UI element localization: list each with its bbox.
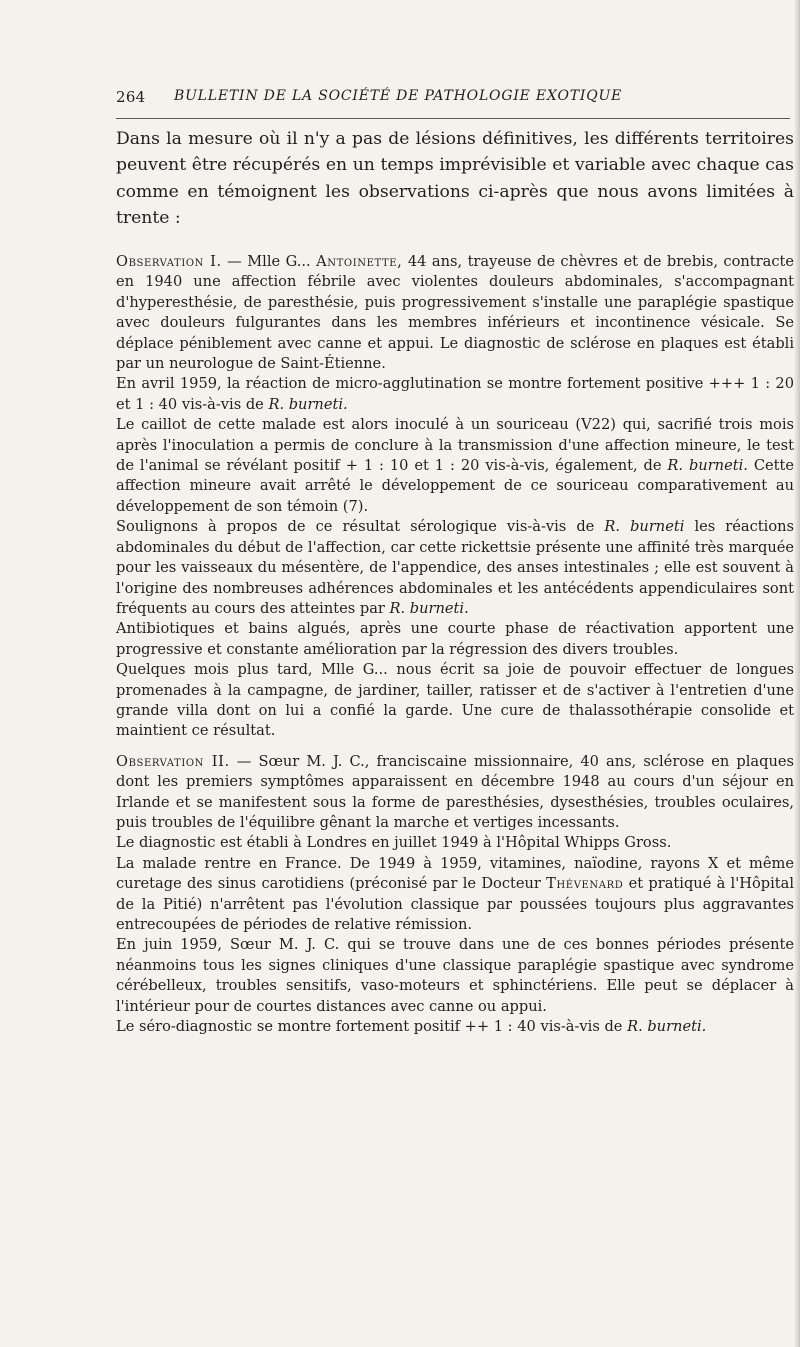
observation-2-serology-paragraph xyxy=(116,1017,794,1037)
observation-1-inoculation-paragraph xyxy=(116,415,794,517)
page-number: 264 xyxy=(116,88,146,106)
intro-paragraph: Dans la mesure où il n'y a pas de lésions définitives, les différents territoires peuvent être récupérés en un temps imprévisible et variable avec chaque cas comme en témoignent les observations ci-après que nous avons limitées à trente : xyxy=(116,129,794,229)
observation-1-discussion-text: Soulignons à propos de ce résultat sérologique vis-à-vis de xyxy=(116,518,605,536)
observation-1-serology-text: En avril 1959, la réaction de micro-agglutination se montre fortement positive +++ 1 : 20 et 1 : 40 vis-à-vis de xyxy=(116,375,794,413)
observation-1-serology-paragraph xyxy=(116,374,794,415)
observation-1-surname: Antoinette, xyxy=(316,253,403,270)
observation-1-outcome-paragraph: Quelques mois plus tard, Mlle G... nous écrit sa joie de pouvoir effectuer de longues promenades à la campagne, de jardiner, tailler, ratisser et de s'activer à l'entretien d'une grande villa dont on lui a confié la garde. Une cure de thalassothérapie consolide et maintient ce résultat. xyxy=(116,661,794,740)
observations-body xyxy=(116,252,794,1037)
observation-2-paragraph xyxy=(116,752,794,834)
observation-1-treatment-paragraph: Antibiotiques et bains algués, après une courte phase de réactivation apportent une progressive et constante amélioration par la régression des divers troubles. xyxy=(116,620,794,658)
observation-1-label: Observation I. xyxy=(116,253,222,270)
running-title: BULLETIN DE LA SOCIÉTÉ DE PATHOLOGIE EXOTIQUE xyxy=(174,88,623,104)
observation-1-text: 44 ans, trayeuse de chèvres et de brebis, contracte en 1940 une affection fébrile avec violentes douleurs abdominales, s'accompagnant d'hyperesthésie, de paresthésie, puis progressivement s'installe une paraplégie spastique avec douleurs fulgurantes dans les membres inférieurs et incontinence vésicale. Se déplace péniblement avec canne et appui. Le diagnostic de sclérose en plaques est établi par un neurologue de Saint-Étienne. xyxy=(116,253,794,373)
observation-1-paragraph xyxy=(116,252,794,374)
observation-2-diagnosis-paragraph: Le diagnostic est établi à Londres en juillet 1949 à l'Hôpital Whipps Gross. xyxy=(116,834,672,852)
observation-2-serology-text: Le séro-diagnostic se montre fortement positif ++ 1 : 40 vis-à-vis de xyxy=(116,1018,628,1036)
observation-2-label: Observation II. xyxy=(116,752,230,770)
species-name: R. burneti xyxy=(604,518,685,536)
observation-2-text: — Sœur M. J. C., franciscaine missionnaire, 40 ans, sclérose en plaques dont les premiers symptômes apparaissent en décembre 1948 au cours d'un séjour en Irlande et se manifestent sous la forme de paresthésies, dysesthésies, troubles oculaires, puis troubles de l'équilibre gênant la marche et vertiges incessants. xyxy=(116,752,794,831)
observation-2-history-text-2: et pratiqué à l'Hôpital de la Pitié) n'arrêtent pas l'évolution classique par poussées toujours plus aggravantes entrecoupées de périodes de relative rémission. xyxy=(116,875,794,933)
doctor-name: Thévenard xyxy=(546,875,624,893)
observation-2-history-paragraph xyxy=(116,854,794,936)
observation-1-discussion-text-2: les réactions abdominales du début de l'affection, car cette rickettsie présente une affinité très marquée pour les vaisseaux du mésentère, de l'appendice, des anses intestinales ; elle est souvent à l'origine des nombreuses adhérences abdominales et les antécédents appendiculaires sont fréquents au cours des atteintes par xyxy=(116,518,794,617)
observation-1-dash: — Mlle G... xyxy=(221,253,317,270)
species-name: R. burneti. xyxy=(389,599,469,617)
page-header xyxy=(116,86,790,110)
observation-2-status-paragraph: En juin 1959, Sœur M. J. C. qui se trouve dans une de ces bonnes périodes présente néanmoins tous les signes cliniques d'une classique paraplégie spastique avec syndrome cérébelleux, troubles sensitifs, vaso-moteurs et sphinctériens. Elle peut se déplacer à l'intérieur pour de courtes distances avec canne ou appui. xyxy=(116,936,794,1015)
header-rule xyxy=(116,118,790,119)
species-name: R. burneti. xyxy=(627,1018,707,1036)
observation-1-discussion-paragraph xyxy=(116,517,794,619)
observation-1-inoculation-text-2: Cette affection mineure avait arrêté le développement de ce souriceau comparativement au développement de son témoin (7). xyxy=(116,457,794,515)
scan-edge-shadow xyxy=(794,0,800,1347)
observation-1-inoculation-text: Le caillot de cette malade est alors inoculé à un souriceau (V22) qui, sacrifié trois mois après l'inoculation a permis de conclure à la transmission d'une affection mineure, le test de l'animal se révélant positif + 1 : 10 et 1 : 20 vis-à-vis, également, de xyxy=(116,416,794,475)
species-name: R. burneti. xyxy=(268,395,348,413)
observation-2-history-text: La malade rentre en France. De 1949 à 1959, vitamines, naïodine, rayons X et même curetage des sinus carotidiens (préconisé par le Docteur xyxy=(116,854,794,893)
species-name: R. burneti. xyxy=(667,457,748,475)
